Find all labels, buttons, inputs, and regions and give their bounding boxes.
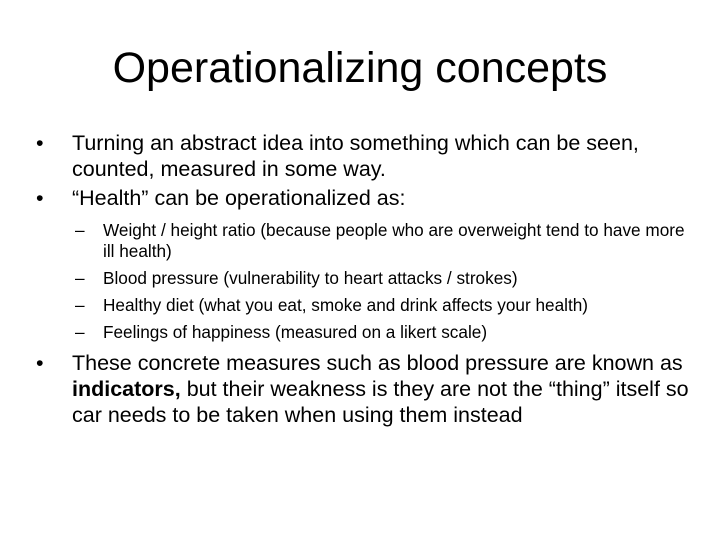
sub-bullet-item <box>36 295 696 316</box>
bullet-item <box>36 185 696 211</box>
bullet-icon: • <box>36 351 44 375</box>
sub-bullet-text: Feelings of happiness (measured on a likert scale) <box>103 322 488 342</box>
bullet-item <box>36 130 696 182</box>
dash-icon: – <box>75 268 85 288</box>
sub-bullet-list <box>36 220 696 343</box>
indicators-term: indicators, <box>72 377 181 401</box>
slide-title: Operationalizing concepts <box>112 44 608 92</box>
sub-bullet-item <box>36 220 696 262</box>
bullet-text-before: These concrete measures such as blood pressure are known as <box>72 351 683 375</box>
sub-bullet-text: Healthy diet (what you eat, smoke and drink affects your health) <box>103 295 589 315</box>
dash-icon: – <box>75 322 85 342</box>
bullet-text: “Health” can be operationalized as: <box>72 186 406 210</box>
bullet-text-after: but their weakness is they are not the “thing” itself so car needs to be taken when using them instead <box>72 377 689 427</box>
slide-body <box>36 130 696 431</box>
bullet-text: Turning an abstract idea into something which can be seen, counted, measured in some way. <box>72 131 639 181</box>
bullet-text <box>72 351 689 427</box>
dash-icon: – <box>75 295 85 315</box>
sub-bullet-text: Blood pressure (vulnerability to heart attacks / strokes) <box>103 268 518 288</box>
bullet-icon: • <box>36 186 44 210</box>
sub-bullet-item <box>36 268 696 289</box>
bullet-item <box>36 350 696 428</box>
sub-bullet-text: Weight / height ratio (because people who are overweight tend to have more ill health) <box>103 220 685 261</box>
bullet-icon: • <box>36 131 44 155</box>
dash-icon: – <box>75 220 85 240</box>
sub-bullet-item <box>36 322 696 343</box>
